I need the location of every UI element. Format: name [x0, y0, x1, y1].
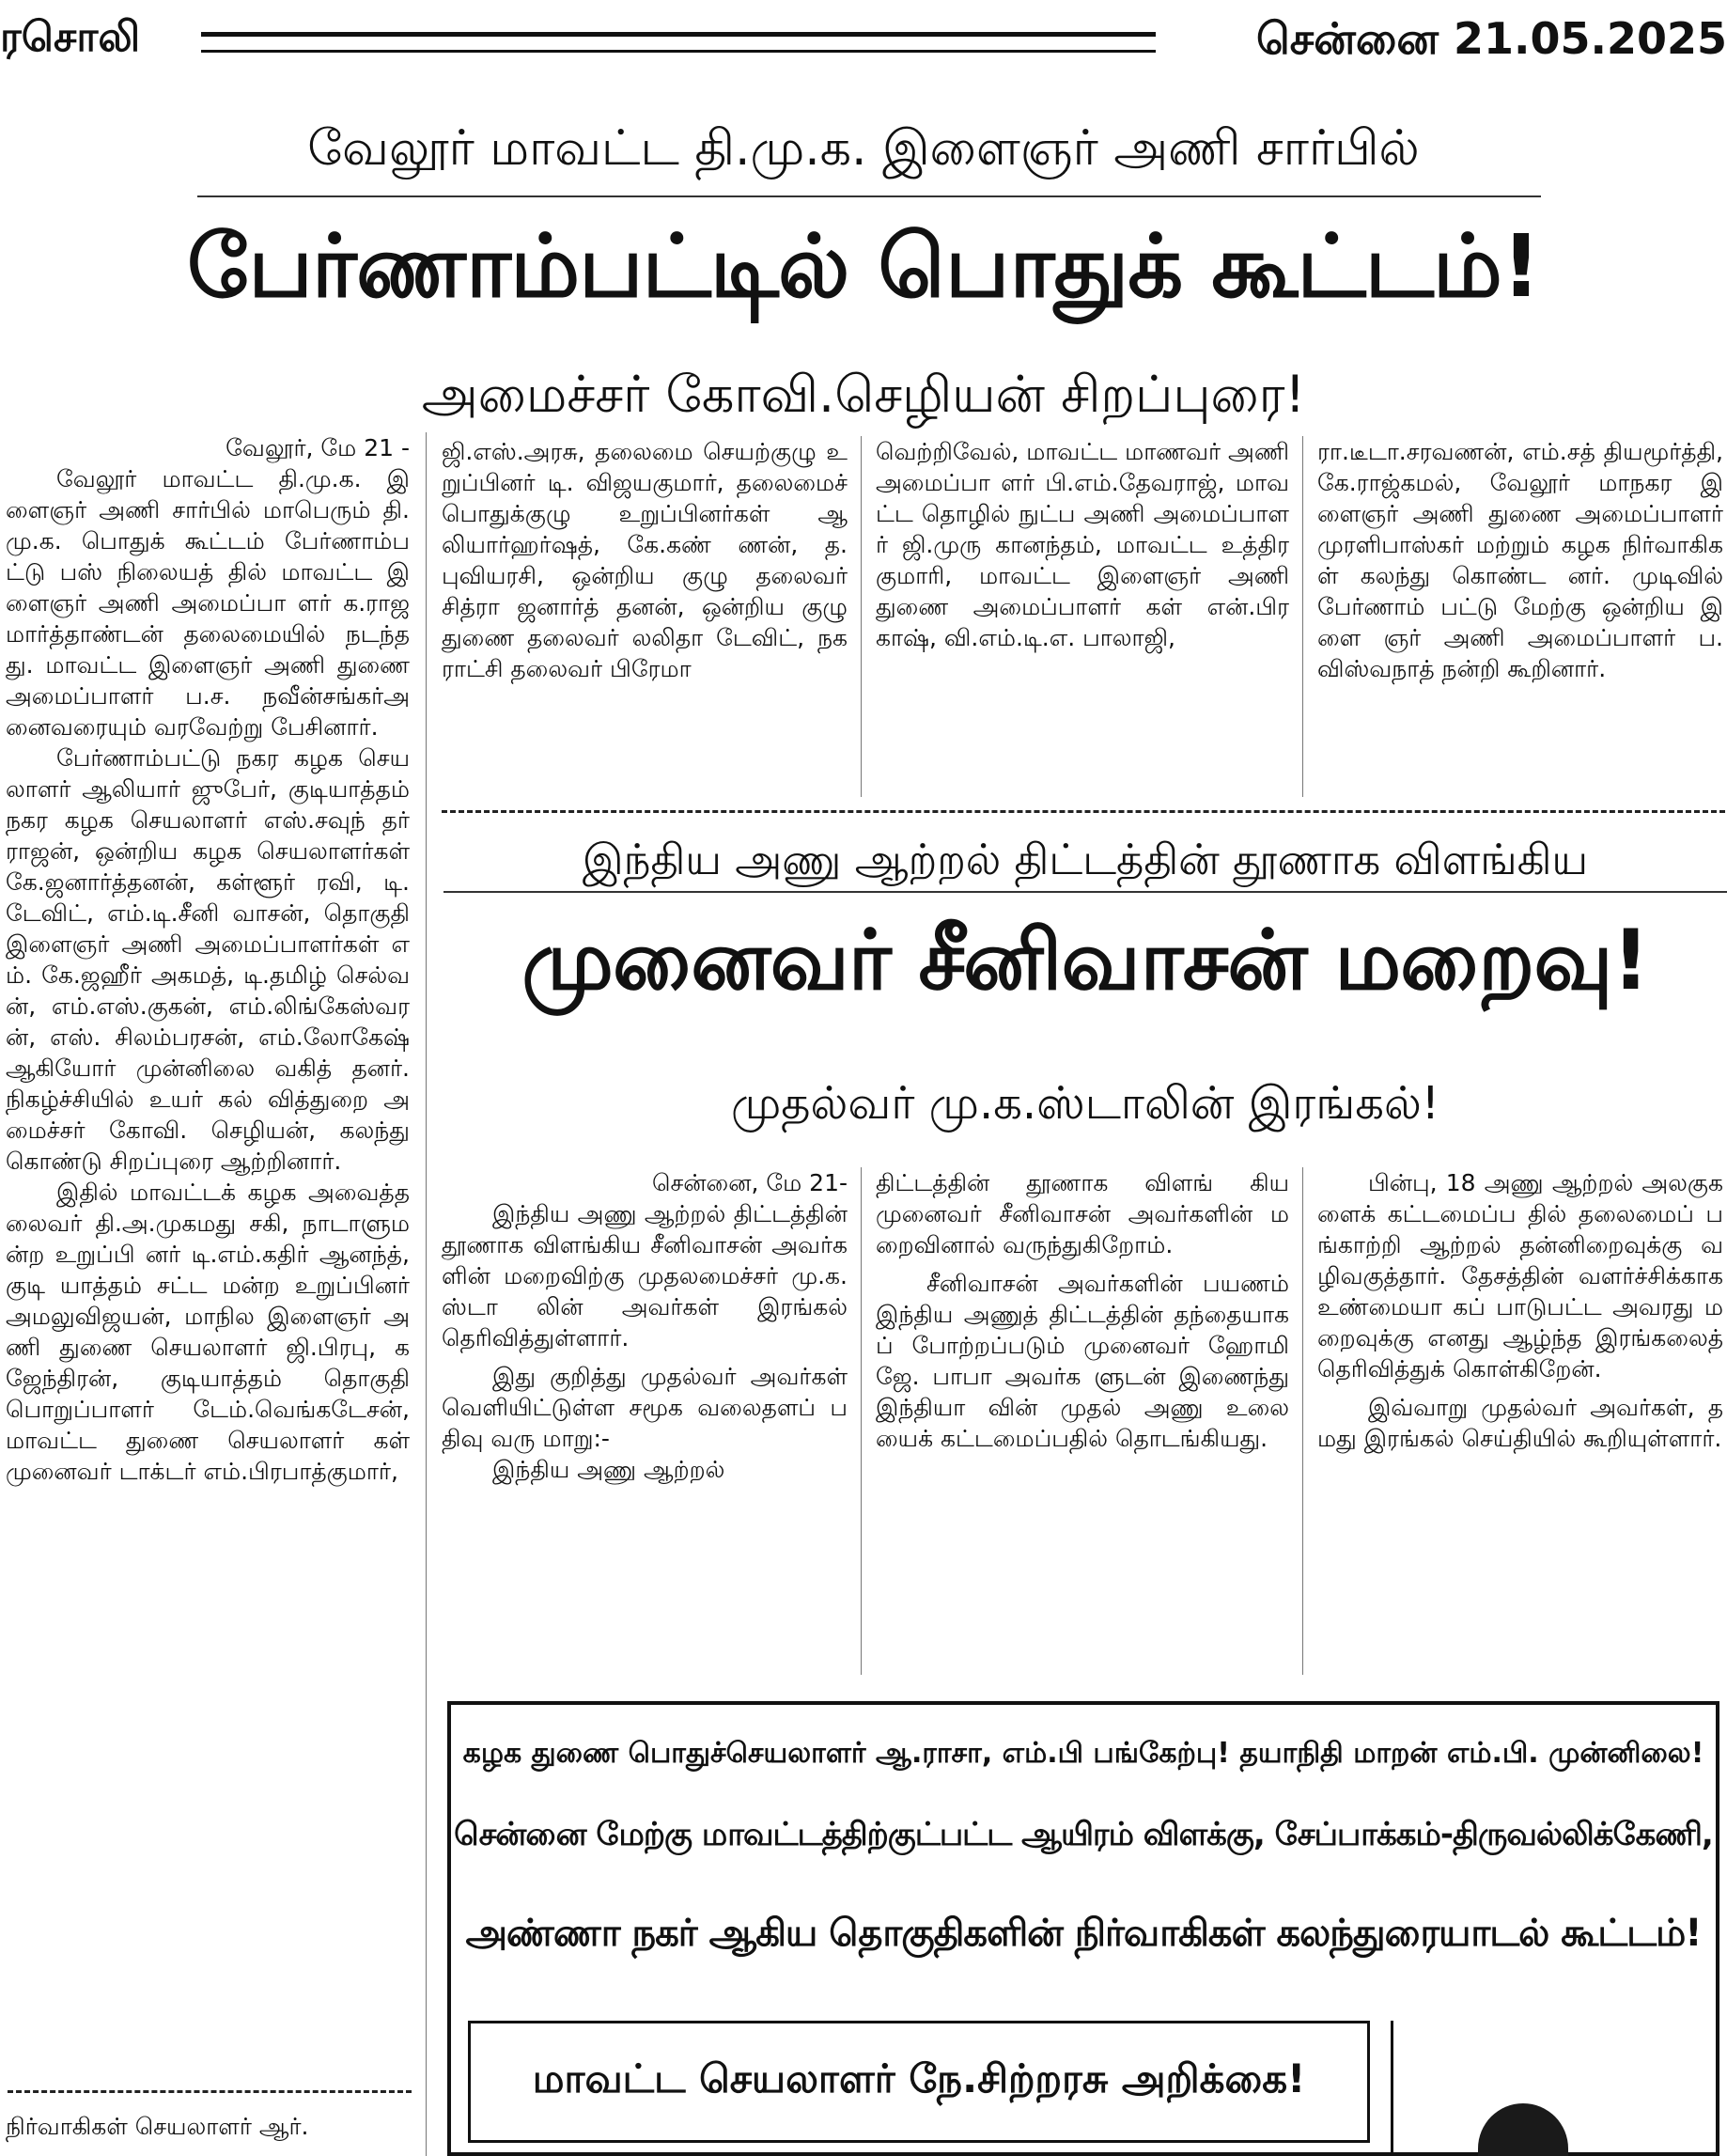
column-divider [861, 436, 862, 797]
story1-dateline: வேலூர், மே 21 - [226, 434, 410, 461]
column-divider [1302, 436, 1303, 797]
story1-col2-text: ஜி.எஸ்.அரசு, தலைமை செயற்குழு உறுப்பினர் டி. விஜயகுமார், தலைமைச் பொதுக்குழு உறுப்பினர்கள் ஆலியார்ஹர்ஷத், கே.கண் ணன், த.புவியரசி, ஒன்றிய குழு தலைவர் சித்ரா ஜனார்த் தனன், ஒன்றிய குழு துணை தலைவர் லலிதா டேவிட், நகராட்சி தலைவர் பிரேமா [442, 438, 848, 682]
announcement-line-1: கழக துணை பொதுச்செயலாளர் ஆ.ராசா, எம்.பி பங்கேற்பு! தயாநிதி மாறன் எம்.பி. முன்னிலை! [462, 1737, 1704, 1770]
city-date: சென்னை 21.05.2025 [1255, 13, 1727, 64]
announcement-box [447, 1701, 1719, 2156]
story1-column-2 [442, 436, 848, 797]
story1-kicker: வேலூர் மாவட்ட தி.மு.க. இளைஞர் அணி சார்பில் [307, 120, 1420, 177]
story1-col4-text: ரா.டீடா.சரவணன், எம்.சத் தியமூர்த்தி, கே.ராஜ்கமல், வேலூர் மாநகர இளைஞர் அணி துணை அமைப்பாளர் முரளிபாஸ்கர் மற்றும் கழக நிர்வாகிகள் கலந்து கொண்ட னர். முடிவில் பேர்ணாம் பட்டு மேற்கு ஒன்றிய இளை ஞர் அணி அமைப்பாளர் ப.விஸ்வநாத் நன்றி கூறினார். [1317, 438, 1723, 682]
column-divider [861, 1167, 862, 1675]
story1-col3-text: வெற்றிவேல், மாவட்ட மாணவர் அணி அமைப்பா ளர் பி.எம்.தேவராஜ், மாவட்ட தொழில் நுட்ப அணி அமைப்பாளர் ஜி.முரு கானந்தம், மாவட்ட உத்திர குமாரி, மாவட்ட இளைஞர் அணி துணை அமைப்பாளர் கள் என்.பிரகாஷ், வி.எம்.டி.எ. பாலாஜி, [876, 438, 1289, 651]
person-photo-icon [1478, 2103, 1568, 2156]
story1-continued-text: நிர்வாகிகள் செயலாளர் ஆர். [6, 2113, 309, 2140]
story2-col2-para2: சீனிவாசன் அவர்களின் பயணம் இந்திய அணுத் திட்டத்தின் தந்தையாகப் போற்றப்படும் முனைவர் ஹோமி ஜே. பாபா அவர்க ளுடன் இணைந்து இந்தியா வின் முதல் அணு உலை யைக் கட்டமைப்பதில் தொடங்கியது. [876, 1270, 1289, 1452]
announcement-line-3: அண்ணா நகர் ஆகிய தொகுதிகளின் நிர்வாகிகள் கலந்துரையாடல் கூட்டம்! [465, 1912, 1702, 1955]
story2-headline: முனைவர் சீனிவாசன் மறைவு! [521, 912, 1649, 1008]
story1-headline: பேர்ணாம்பட்டில் பொதுக் கூட்டம்! [187, 216, 1540, 317]
story2-col1-para1: இந்திய அணு ஆற்றல் திட்டத்தின் தூணாக விளங்கிய சீனிவாசன் அவர்களின் மறைவிற்கு முதலமைச்சர் மு.க.ஸ்டா லின் அவர்கள் இரங்கல் தெரிவித்துள்ளார். [442, 1200, 848, 1351]
announcement-inner-title: மாவட்ட செயலாளர் நே.சிற்றரசு அறிக்கை! [532, 2055, 1306, 2101]
story2-col3-para1: பின்பு, 18 அணு ஆற்றல் அலகுகளைக் கட்டமைப்ப தில் தலைமைப் பங்காற்றி ஆற்றல் தன்னிறைவுக்கு வழிவகுத்தார். தேசத்தின் வளர்ச்சிக்காக உண்மையா கப் பாடுபட்ட அவரது மறைவுக்கு எனது ஆழ்ந்த இரங்கலைத் தெரிவித்துக் கொள்கிறேன். [1317, 1169, 1723, 1383]
paper-name: ரசொலி [0, 13, 141, 61]
column-break-dashed [8, 2090, 412, 2093]
story1-column-1 [6, 432, 410, 2077]
story1-col1-continued [6, 2111, 410, 2156]
kicker-underline [443, 891, 1727, 893]
story2-subhead: முதல்வர் மு.க.ஸ்டாலின் இரங்கல்! [730, 1077, 1440, 1130]
story1-subhead: அமைச்சர் கோவி.செழியன் சிறப்புரை! [421, 365, 1306, 424]
story1-col1-para3: இதில் மாவட்டக் கழக அவைத்தலைவர் தி.அ.முகமது சகி, நாடாளுமன்ற உறுப்பி னர் டி.எம்.கதிர் ஆனந்த், குடி யாத்தம் சட்ட மன்ற உறுப்பினர் அமலுவிஜயன், மாநில இளைஞர் அணி துணை செயலாளர் ஜி.பிரபு, கஜேந்திரன், குடியாத்தம் தொகுதி பொறுப்பாளர் டேம்.வெங்கடேசன், மாவட்ட துணை செயலாளர் கள் முனைவர் டாக்டர் எம்.பிரபாத்குமார், [6, 1179, 410, 1485]
story1-column-4 [1317, 436, 1723, 797]
column-divider [1302, 1167, 1303, 1675]
story1-column-3 [876, 436, 1289, 797]
story2-column-3 [1317, 1167, 1723, 1675]
section-divider-dashed [442, 810, 1725, 813]
kicker-underline [197, 195, 1541, 197]
announcement-line-2: சென்னை மேற்கு மாவட்டத்திற்குட்பட்ட ஆயிரம் விளக்கு, சேப்பாக்கம்-திருவல்லிக்கேணி, [454, 1816, 1713, 1853]
story2-kicker: இந்திய அணு ஆற்றல் திட்டத்தின் தூணாக விளங்கிய [582, 835, 1589, 884]
story1-col1-para2: பேர்ணாம்பட்டு நகர கழக செயலாளர் ஆலியார் ஜுபேர், குடியாத்தம் நகர கழக செயலாளர் எஸ்.சவுந் தர் ராஜன், ஒன்றிய கழக செயலாளர்கள் கே.ஜனார்த்தனன், கள்ளூர் ரவி, டி.டேவிட், எம்.டி.சீனி வாசன், தொகுதி இளைஞர் அணி அமைப்பாளர்கள் எம். கே.ஜஹீர் அகமத், டி.தமிழ் செல்வன், எம்.எஸ்.குகன், எம்.லிங்கேஸ்வரன், எஸ். சிலம்பரசன், எம்.லோகேஷ் ஆகியோர் முன்னிலை வகித் தனர். நிகழ்ச்சியில் உயர் கல் வித்துறை அமைச்சர் கோவி. செழியன், கலந்து கொண்டு சிறப்புரை ஆற்றினார். [6, 744, 410, 1175]
story2-col1-para3: இந்திய அணு ஆற்றல் [492, 1456, 725, 1483]
story2-column-1 [442, 1167, 848, 1675]
portrait-photo [1391, 2021, 1704, 2156]
story1-col1-para1: வேலூர் மாவட்ட தி.மு.க. இளைஞர் அணி சார்பில் மாபெரும் தி.மு.க. பொதுக் கூட்டம் பேர்ணாம்பட்டு பஸ் நிலையத் தில் மாவட்ட இளைஞர் அணி அமைப்பா ளர் க.ராஜமார்த்தாண்டன் தலைமையில் நடந்தது. மாவட்ட இளைஞர் அணி துணை அமைப்பாளர் ப.ச. நவீன்சங்கர்அனைவரையும் வரவேற்று பேசினார். [6, 465, 410, 741]
story2-dateline: சென்னை, மே 21- [652, 1169, 848, 1196]
column-divider [426, 432, 427, 2156]
masthead-rule [201, 32, 1156, 53]
story2-col3-para2: இவ்வாறு முதல்வர் அவர்கள், தமது இரங்கல் செய்தியில் கூறியுள்ளார். [1317, 1394, 1723, 1452]
story2-col1-para2: இது குறித்து முதல்வர் அவர்கள் வெளியிட்டுள்ள சமூக வலைதளப் பதிவு வரு மாறு:- [442, 1363, 848, 1452]
story2-col2-para1: திட்டத்தின் தூணாக விளங் கிய முனைவர் சீனிவாசன் அவர்களின் மறைவினால் வருந்துகிறோம். [876, 1169, 1289, 1258]
announcement-inner-box [468, 2021, 1370, 2143]
masthead [0, 0, 1727, 75]
story2-column-2 [876, 1167, 1289, 1675]
